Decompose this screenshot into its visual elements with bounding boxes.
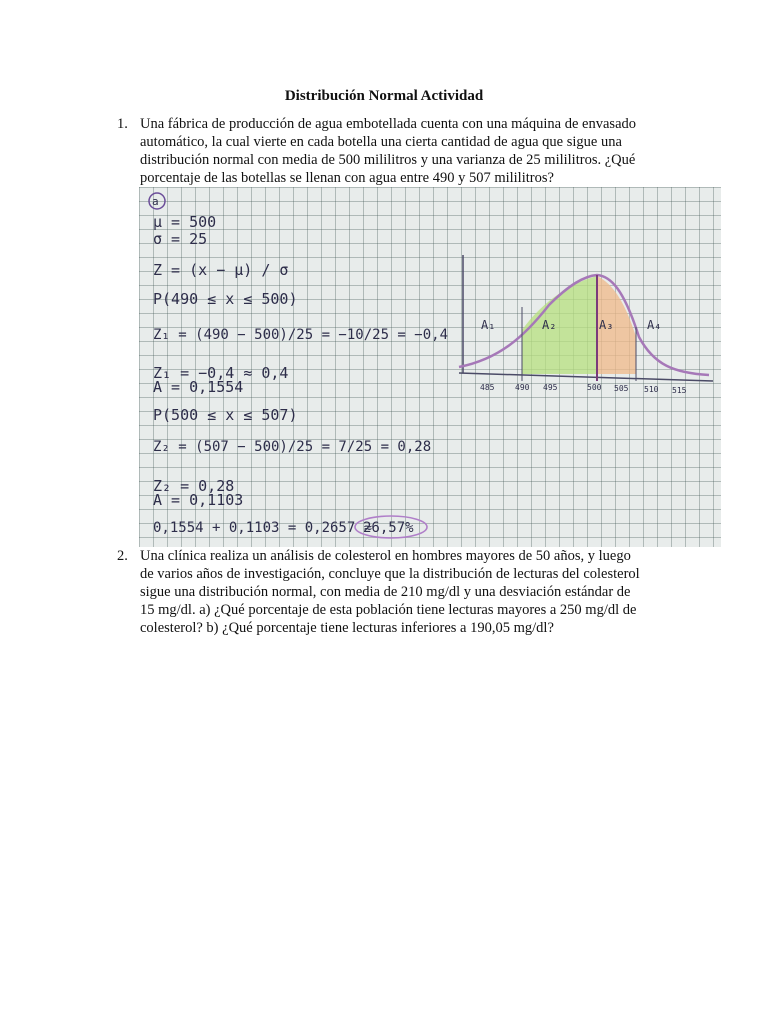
tick-485: 485 [480, 383, 495, 392]
handwritten-solution-photo [139, 187, 721, 547]
question-number: 1. [117, 116, 128, 132]
question-text [140, 547, 677, 637]
question-line: de varios años de investigación, concluye que la distribución de lecturas del colesterol [140, 566, 640, 582]
z2-text: Z₂ = 0,28 [153, 477, 235, 495]
tick-495: 495 [543, 383, 558, 392]
question-line: colesterol? b) ¿Qué porcentaje tiene lecturas inferiores a 190,05 mg/dl? [140, 620, 554, 636]
tick-490: 490 [515, 383, 530, 392]
tick-510: 510 [644, 385, 659, 394]
corner-mark-text: a [152, 195, 159, 208]
prob2-text: P(500 ≤ x ≤ 507) [153, 406, 298, 424]
mu-text: μ = 500 [153, 213, 217, 231]
a2-text: A = 0,1103 [153, 491, 244, 509]
question-line: Una fábrica de producción de agua embotellada cuenta con una máquina de envasado [140, 116, 637, 132]
region-label-a2: A₂ [542, 318, 557, 332]
region-label-a1: A₁ [481, 318, 496, 332]
region-label-a4: A₄ [647, 318, 662, 332]
question-1 [117, 115, 677, 187]
question-2 [117, 547, 677, 637]
sum-text: 0,1554 + 0,1103 = 0,2657 ≈ [153, 520, 373, 536]
question-text [140, 115, 677, 187]
prob1-text: P(490 ≤ x ≤ 500) [153, 290, 298, 308]
x-axis [459, 373, 713, 381]
question-number: 2. [117, 548, 128, 564]
tick-515: 515 [672, 386, 687, 395]
tick-505: 505 [614, 384, 629, 393]
z-formula-text: Z = (x − μ) / σ [153, 261, 289, 279]
question-line: Una clínica realiza un análisis de colesterol en hombres mayores de 50 años, y luego [140, 548, 631, 564]
a1-text: A = 0,1554 [153, 378, 244, 396]
region-label-a3: A₃ [599, 318, 614, 332]
question-line: sigue una distribución normal, con media de 210 mg/dl y una desviación estándar de [140, 584, 631, 600]
question-line: distribución normal con media de 500 mililitros y una varianza de 25 mililitros. ¿Qué [140, 152, 636, 168]
question-line: 15 mg/dl. a) ¿Qué porcentaje de esta población tiene lecturas mayores a 250 mg/dl de [140, 602, 637, 618]
normal-curve-sketch [459, 255, 713, 395]
z2-calc-text: Z₂ = (507 − 500)/25 = 7/25 = 0,28 [153, 439, 432, 455]
sigma-text: σ = 25 [153, 230, 208, 248]
handwritten-solution-drawing [139, 187, 721, 547]
tick-500: 500 [587, 383, 602, 392]
question-line: automático, la cual vierte en cada botella una cierta cantidad de agua que sigue una [140, 134, 622, 150]
question-line: porcentaje de las botellas se llenan con agua entre 490 y 507 mililitros? [140, 170, 554, 186]
result-text: 26,57% [363, 520, 414, 536]
document-title: Distribución Normal Actividad [284, 88, 484, 104]
z1-calc-text: Z₁ = (490 − 500)/25 = −10/25 = −0,4 [153, 327, 449, 343]
z1-abs-text: Z₁ = −0,4 ≈ 0,4 [153, 364, 289, 382]
